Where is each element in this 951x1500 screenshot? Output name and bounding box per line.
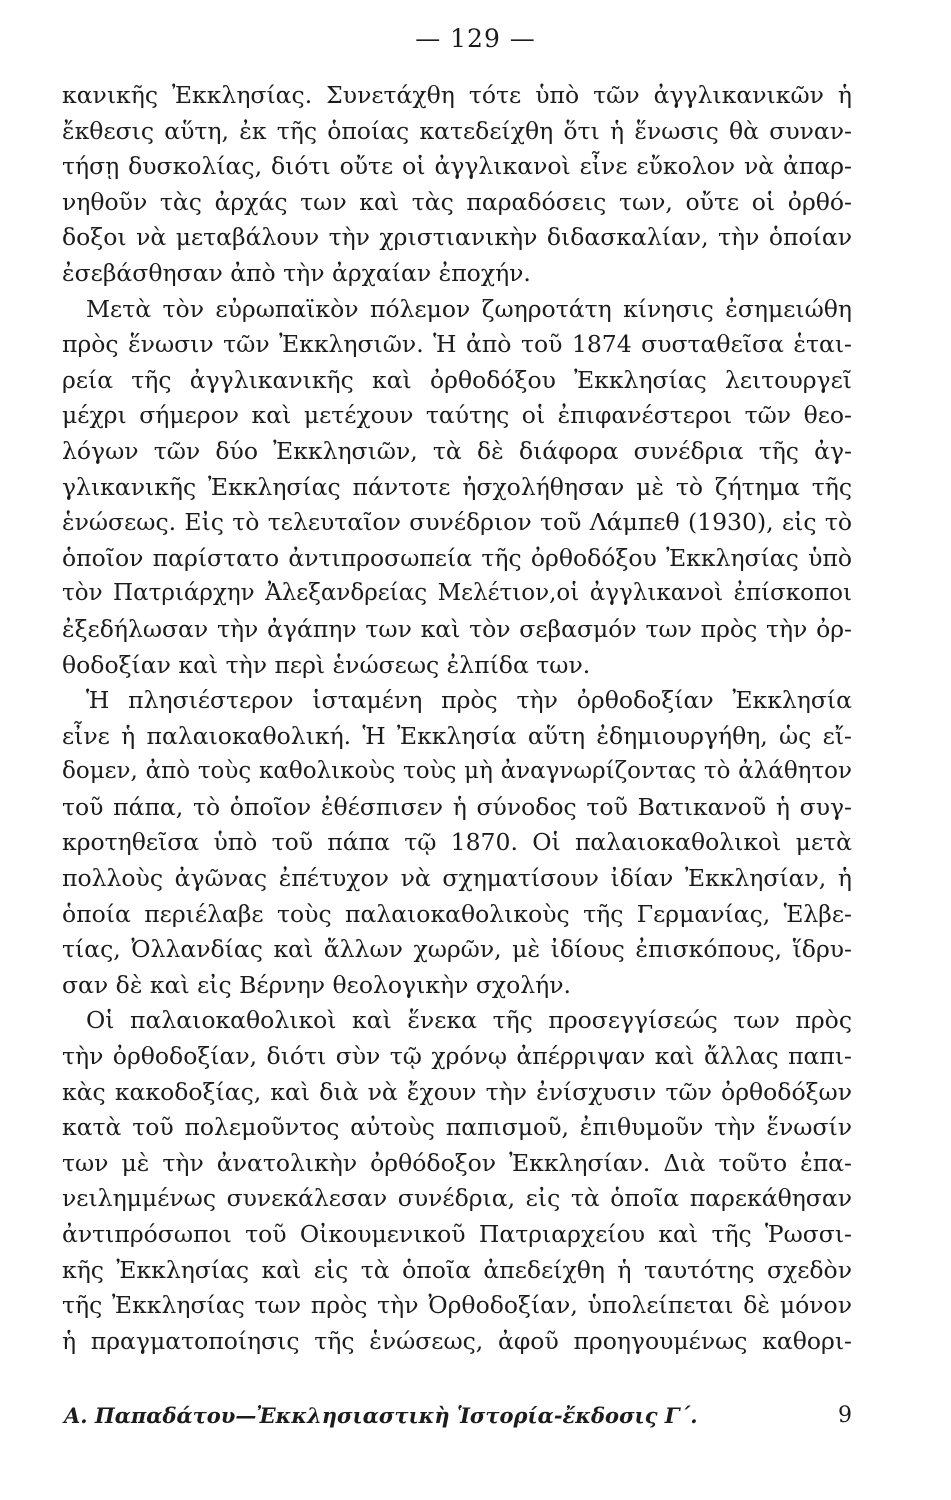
text-line: λόγων τῶν δύο Ἐκκλησιῶν, τὰ δὲ διάφορα συνέδρια τῆς ἀγ-	[62, 436, 852, 465]
text-line: γλικανικῆς Ἐκκλησίας πάντοτε ἠσχολήθησαν μὲ τὸ ζήτημα τῆς	[62, 472, 852, 501]
text-line: πολλοὺς ἀγῶνας ἐπέτυχον νὰ σχηματίσουν ἰδίαν Ἐκκλησίαν, ἡ	[62, 864, 852, 893]
text-line: ὁποῖον παρίστατο ἀντιπροσωπεία τῆς ὀρθοδόξου Ἐκκλησίας ὑπὸ	[62, 543, 852, 572]
text-line: κανικῆς Ἐκκλησίας. Συνετάχθη τότε ὑπὸ τῶν ἀγγλικανικῶν ἡ	[62, 81, 852, 109]
text-line: νειλημμένως συνεκάλεσαν συνέδρια, εἰς τὰ ὁποῖα παρεκάθησαν	[62, 1184, 852, 1213]
text-line: τίας, Ὀλλανδίας καὶ ἄλλων χωρῶν, μὲ ἰδίους ἐπισκόπους, ἵδρυ-	[62, 935, 852, 964]
text-line: κὰς κακοδοξίας, καὶ διὰ νὰ ἔχουν τὴν ἐνίσχυσιν τῶν ὀρθοδόξων	[62, 1077, 852, 1106]
text-line: θοδοξίαν καὶ τὴν περὶ ἑνώσεως ἐλπίδα των.	[62, 650, 591, 679]
text-line: τὴν ὀρθοδοξίαν, διότι σὺν τῷ χρόνῳ ἀπέρριψαν καὶ ἄλλας παπι-	[62, 1042, 852, 1071]
text-line: τῆς Ἐκκλησίας των πρὸς τὴν Ὀρθοδοξίαν, ὑπολείπεται δὲ μόνον	[62, 1291, 852, 1320]
text-line: ἔκθεσις αὕτη, ἐκ τῆς ὁποίας κατεδείχθη ὅτι ἡ ἕνωσις θὰ συναν-	[62, 116, 852, 145]
body-text	[62, 78, 852, 1359]
text-line: ἡ πραγματοποίησις τῆς ἑνώσεως, ἀφοῦ προηγουμένως καθορι-	[62, 1326, 852, 1355]
footer-citation: Α. Παπαδάτου—Ἐκκλησιαστικὴ Ἱστορία-ἔκδοσις Γ΄.	[64, 1403, 698, 1428]
text-line: κατὰ τοῦ πολεμοῦντος αὐτοὺς παπισμοῦ, ἐπιθυμοῦν τὴν ἕνωσίν	[62, 1113, 852, 1142]
text-line: ἐξεδήλωσαν τὴν ἀγάπην των καὶ τὸν σεβασμόν των πρὸς τὴν ὀρ-	[62, 614, 852, 643]
text-line: εἶνε ἡ παλαιοκαθολική. Ἡ Ἐκκλησία αὕτη ἐδημιουργήθη, ὡς εἴ-	[62, 721, 852, 750]
text-line: δομεν, ἀπὸ τοὺς καθολικοὺς τοὺς μὴ ἀναγνωρίζοντας τὸ ἀλάθητον	[62, 758, 852, 785]
text-line: μέχρι σήμερον καὶ μετέχουν ταύτης οἱ ἐπιφανέστεροι τῶν θεο-	[62, 401, 852, 430]
signature-mark: 9	[838, 1403, 852, 1428]
text-line: πρὸς ἕνωσιν τῶν Ἐκκλησιῶν. Ἡ ἀπὸ τοῦ 1874 συσταθεῖσα ἑται-	[62, 330, 852, 359]
text-line: ἐσεβάσθησαν ἀπὸ τὴν ἀρχαίαν ἐποχήν.	[62, 258, 531, 287]
text-line: Οἱ παλαιοκαθολικοὶ καὶ ἕνεκα τῆς προσεγγίσεώς των πρὸς	[86, 1006, 852, 1035]
text-line: τοῦ πάπα, τὸ ὁποῖον ἐθέσπισεν ἡ σύνοδος τοῦ Βατικανοῦ ἡ συγ-	[62, 792, 852, 821]
text-line: ρεία τῆς ἀγγλικανικῆς καὶ ὀρθοδόξου Ἐκκλησίας λειτουργεῖ	[62, 365, 852, 394]
text-line: ἑνώσεως. Εἰς τὸ τελευταῖον συνέδριον τοῦ Λάμπεθ (1930), εἰς τὸ	[62, 508, 852, 537]
text-line: τήσῃ δυσκολίας, διότι οὔτε οἱ ἀγγλικανοὶ εἶνε εὔκολον νὰ ἀπαρ-	[62, 152, 852, 181]
text-line: τὸν Πατριάρχην Ἀλεξανδρείας Μελέτιον,οἱ ἀγγλικανοὶ ἐπίσκοποι	[62, 580, 852, 607]
page-footer	[64, 1403, 852, 1428]
text-line: ὁποία περιέλαβε τοὺς παλαιοκαθολικοὺς τῆς Γερμανίας, Ἑλβε-	[62, 899, 852, 928]
text-line: νηθοῦν τὰς ἀρχάς των καὶ τὰς παραδόσεις των, οὔτε οἱ ὀρθό-	[62, 187, 852, 216]
text-line: Ἡ πλησιέστερον ἱσταμένη πρὸς τὴν ὀρθοδοξίαν Ἐκκλησία	[86, 686, 852, 715]
page-number: — 129 —	[415, 24, 536, 53]
text-line: κροτηθεῖσα ὑπὸ τοῦ πάπα τῷ 1870. Οἱ παλαιοκαθολικοὶ μετὰ	[62, 828, 852, 857]
text-line: σαν δὲ καὶ εἰς Βέρνην θεολογικὴν σχολήν.	[62, 970, 571, 999]
text-line: των μὲ τὴν ἀνατολικὴν ὀρθόδοξον Ἐκκλησίαν. Διὰ τοῦτο ἐπα-	[62, 1148, 852, 1177]
text-line: δοξοι νὰ μεταβάλουν τὴν χριστιανικὴν διδασκαλίαν, τὴν ὁποίαν	[62, 223, 852, 252]
text-line: Μετὰ τὸν εὐρωπαϊκὸν πόλεμον ζωηροτάτη κίνησις ἐσημειώθη	[86, 294, 852, 323]
text-line: ἀντιπρόσωποι τοῦ Οἰκουμενικοῦ Πατριαρχείου καὶ τῆς Ῥωσσι-	[62, 1220, 852, 1248]
text-line: κῆς Ἐκκλησίας καὶ εἰς τὰ ὁποῖα ἀπεδείχθη ἡ ταυτότης σχεδὸν	[62, 1255, 852, 1284]
